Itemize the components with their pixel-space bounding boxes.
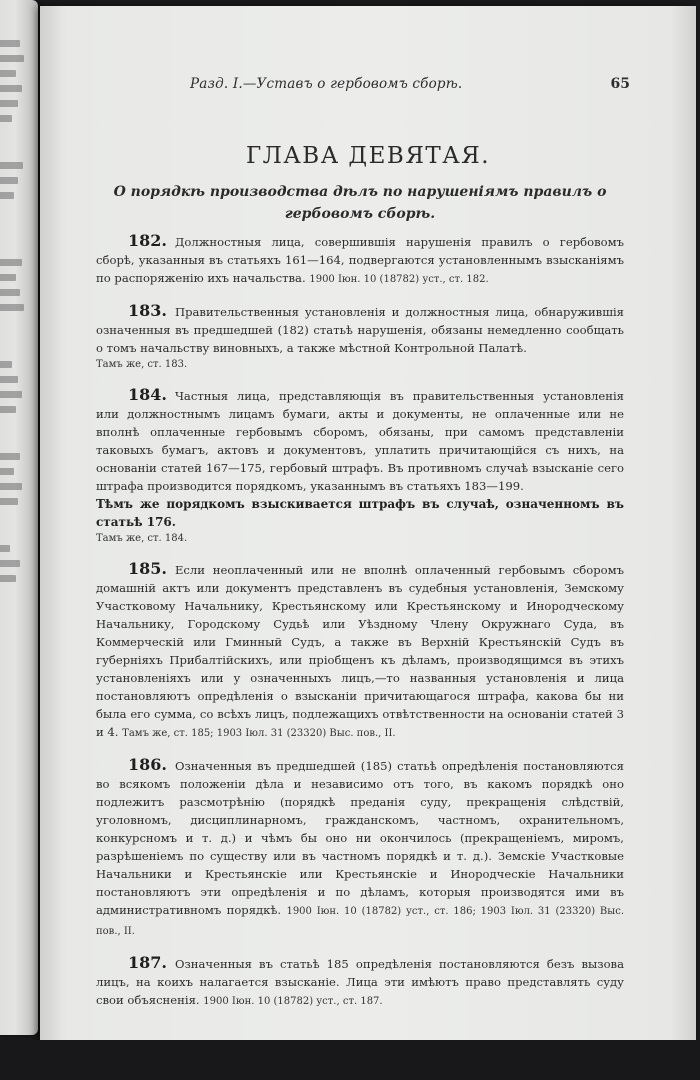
- article-text: Правительственныя установленія и должностныя лица, обнаружившія означенныя въ предшедшей (182) статьѣ нарушенія, обязаны немедленно сообщать о томъ начальству виновныхъ, а также мѣстной Контрольной Палатѣ.: [96, 305, 624, 355]
- article-reference: 1900 Іюн. 10 (18782) уст., ст. 187.: [203, 996, 383, 1007]
- running-title: Разд. I.—Уставъ о гербовомъ сборѣ.: [190, 76, 463, 92]
- article-reference: Тамъ же, ст. 184.: [96, 533, 188, 544]
- article-184: [96, 386, 624, 547]
- article-185: [96, 560, 624, 743]
- article-186: [96, 756, 624, 941]
- article-text: Если неоплаченный или не вполнѣ оплаченный гербовымъ сборомъ домашній актъ или документъ представленъ въ судебныя установленія, Земскому Участковому Начальнику, Крестьянскому или Крестьянскому и Инородческому Начальнику, Городскому Судьѣ или Уѣздному Члену Окружнаго Суда, въ Коммерческій или Гминный Судъ, а также въ Верхній Крестьянскій Судъ въ губерніяхъ Прибалтійскихъ, или пріобщенъ къ дѣламъ, производящимся въ этихъ установленіяхъ или у означенныхъ лицъ,—то названныя установленія и лица постановляютъ опредѣленія о взысканіи причитающагося штрафа, какова бы ни была его сумма, со всѣхъ лицъ, подлежащихъ отвѣтственности на основаніи статей 3 и 4.: [96, 563, 624, 739]
- article-number: 184.: [128, 385, 167, 404]
- article-text: Должностныя лица, совершившія нарушенія правилъ о гербовомъ сборѣ, указанныя въ статьяхъ 161—164, подвергаются установленнымъ взысканіямъ по распоряженію ихъ начальства.: [96, 235, 624, 285]
- running-head: [190, 76, 630, 100]
- article-182: [96, 232, 624, 289]
- article-reference: Тамъ же, ст. 183.: [96, 359, 188, 370]
- article-number: 182.: [128, 231, 167, 250]
- article-text: Означенныя въ статьѣ 185 опредѣленія постановляются безъ вызова лицъ, на коихъ налагается взысканіе. Лица эти имѣютъ право представлять суду свои объясненія.: [96, 957, 624, 1007]
- chapter-title: ГЛАВА ДЕВЯТАЯ.: [245, 143, 491, 169]
- page-number: 65: [610, 76, 630, 92]
- article-text: Частныя лица, представляющія въ правительственныя установленія или должностнымъ лицамъ бумаги, акты и документы, не оплаченные или не вполнѣ оплаченные гербовымъ сборомъ, обязаны, при самомъ представленіи таковыхъ бумагъ, актовъ и документовъ, уплатить причитающійся съ нихъ, на основаніи статей 167—175, гербовый штрафъ. Въ противномъ случаѣ взысканіе сего штрафа производится порядкомъ, указаннымъ въ статьяхъ 183—199.: [96, 389, 624, 493]
- article-183: [96, 302, 624, 373]
- article-body: [96, 954, 624, 1011]
- article-reference: Тамъ же, ст. 185; 1903 Іюл. 31 (23320) Выс. пов., II.: [122, 728, 396, 739]
- left-page-edge: [0, 0, 38, 1035]
- article-body: [96, 386, 624, 547]
- article-number: 187.: [128, 953, 167, 972]
- chapter-subtitle: О порядкѣ производства дѣлъ по нарушеніямъ правилъ о гербовомъ сборѣ.: [113, 184, 607, 222]
- article-body: [96, 232, 624, 289]
- article-body: [96, 302, 624, 373]
- article-187: [96, 954, 624, 1011]
- article-body: [96, 756, 624, 941]
- left-page-text-fragments: [0, 40, 28, 590]
- dark-background-strip: [0, 1040, 700, 1080]
- article-body: [96, 560, 624, 743]
- article-number: 183.: [128, 301, 167, 320]
- article-bold-clause: Тѣмъ же порядкомъ взыскивается штрафъ въ случаѣ, означенномъ въ статьѣ 176.: [96, 497, 624, 529]
- article-number: 186.: [128, 755, 167, 774]
- articles-list: [96, 232, 624, 1024]
- article-number: 185.: [128, 559, 167, 578]
- article-text: Означенныя въ предшедшей (185) статьѣ опредѣленія постановляются во всякомъ положеніи дѣла и независимо отъ того, въ какомъ порядкѣ оно подлежитъ разсмотрѣнію (порядкѣ преданія суду, прекращенія слѣдствій, уголовномъ, дисциплинарномъ, гражданскомъ, частномъ, охранительномъ, конкурсномъ и т. д.) и чѣмъ бы оно ни окончилось (прекращеніемъ, миромъ, разрѣшеніемъ по существу или въ частномъ порядкѣ и т. д.). Земскіе Участковые Начальники и Крестьянскіе или Крестьянскіе и Инородческіе Начальники постановляютъ эти опредѣленія и по дѣламъ, которыя производятся ими въ административномъ порядкѣ.: [96, 759, 624, 917]
- article-reference: 1900 Іюн. 10 (18782) уст., ст. 182.: [309, 274, 489, 285]
- book-page: [40, 6, 696, 1078]
- article-reference: 1900 Іюн. 10 (18782) уст., ст. 186; 1903 Іюл. 31 (23320) Выс. пов., II.: [96, 906, 625, 937]
